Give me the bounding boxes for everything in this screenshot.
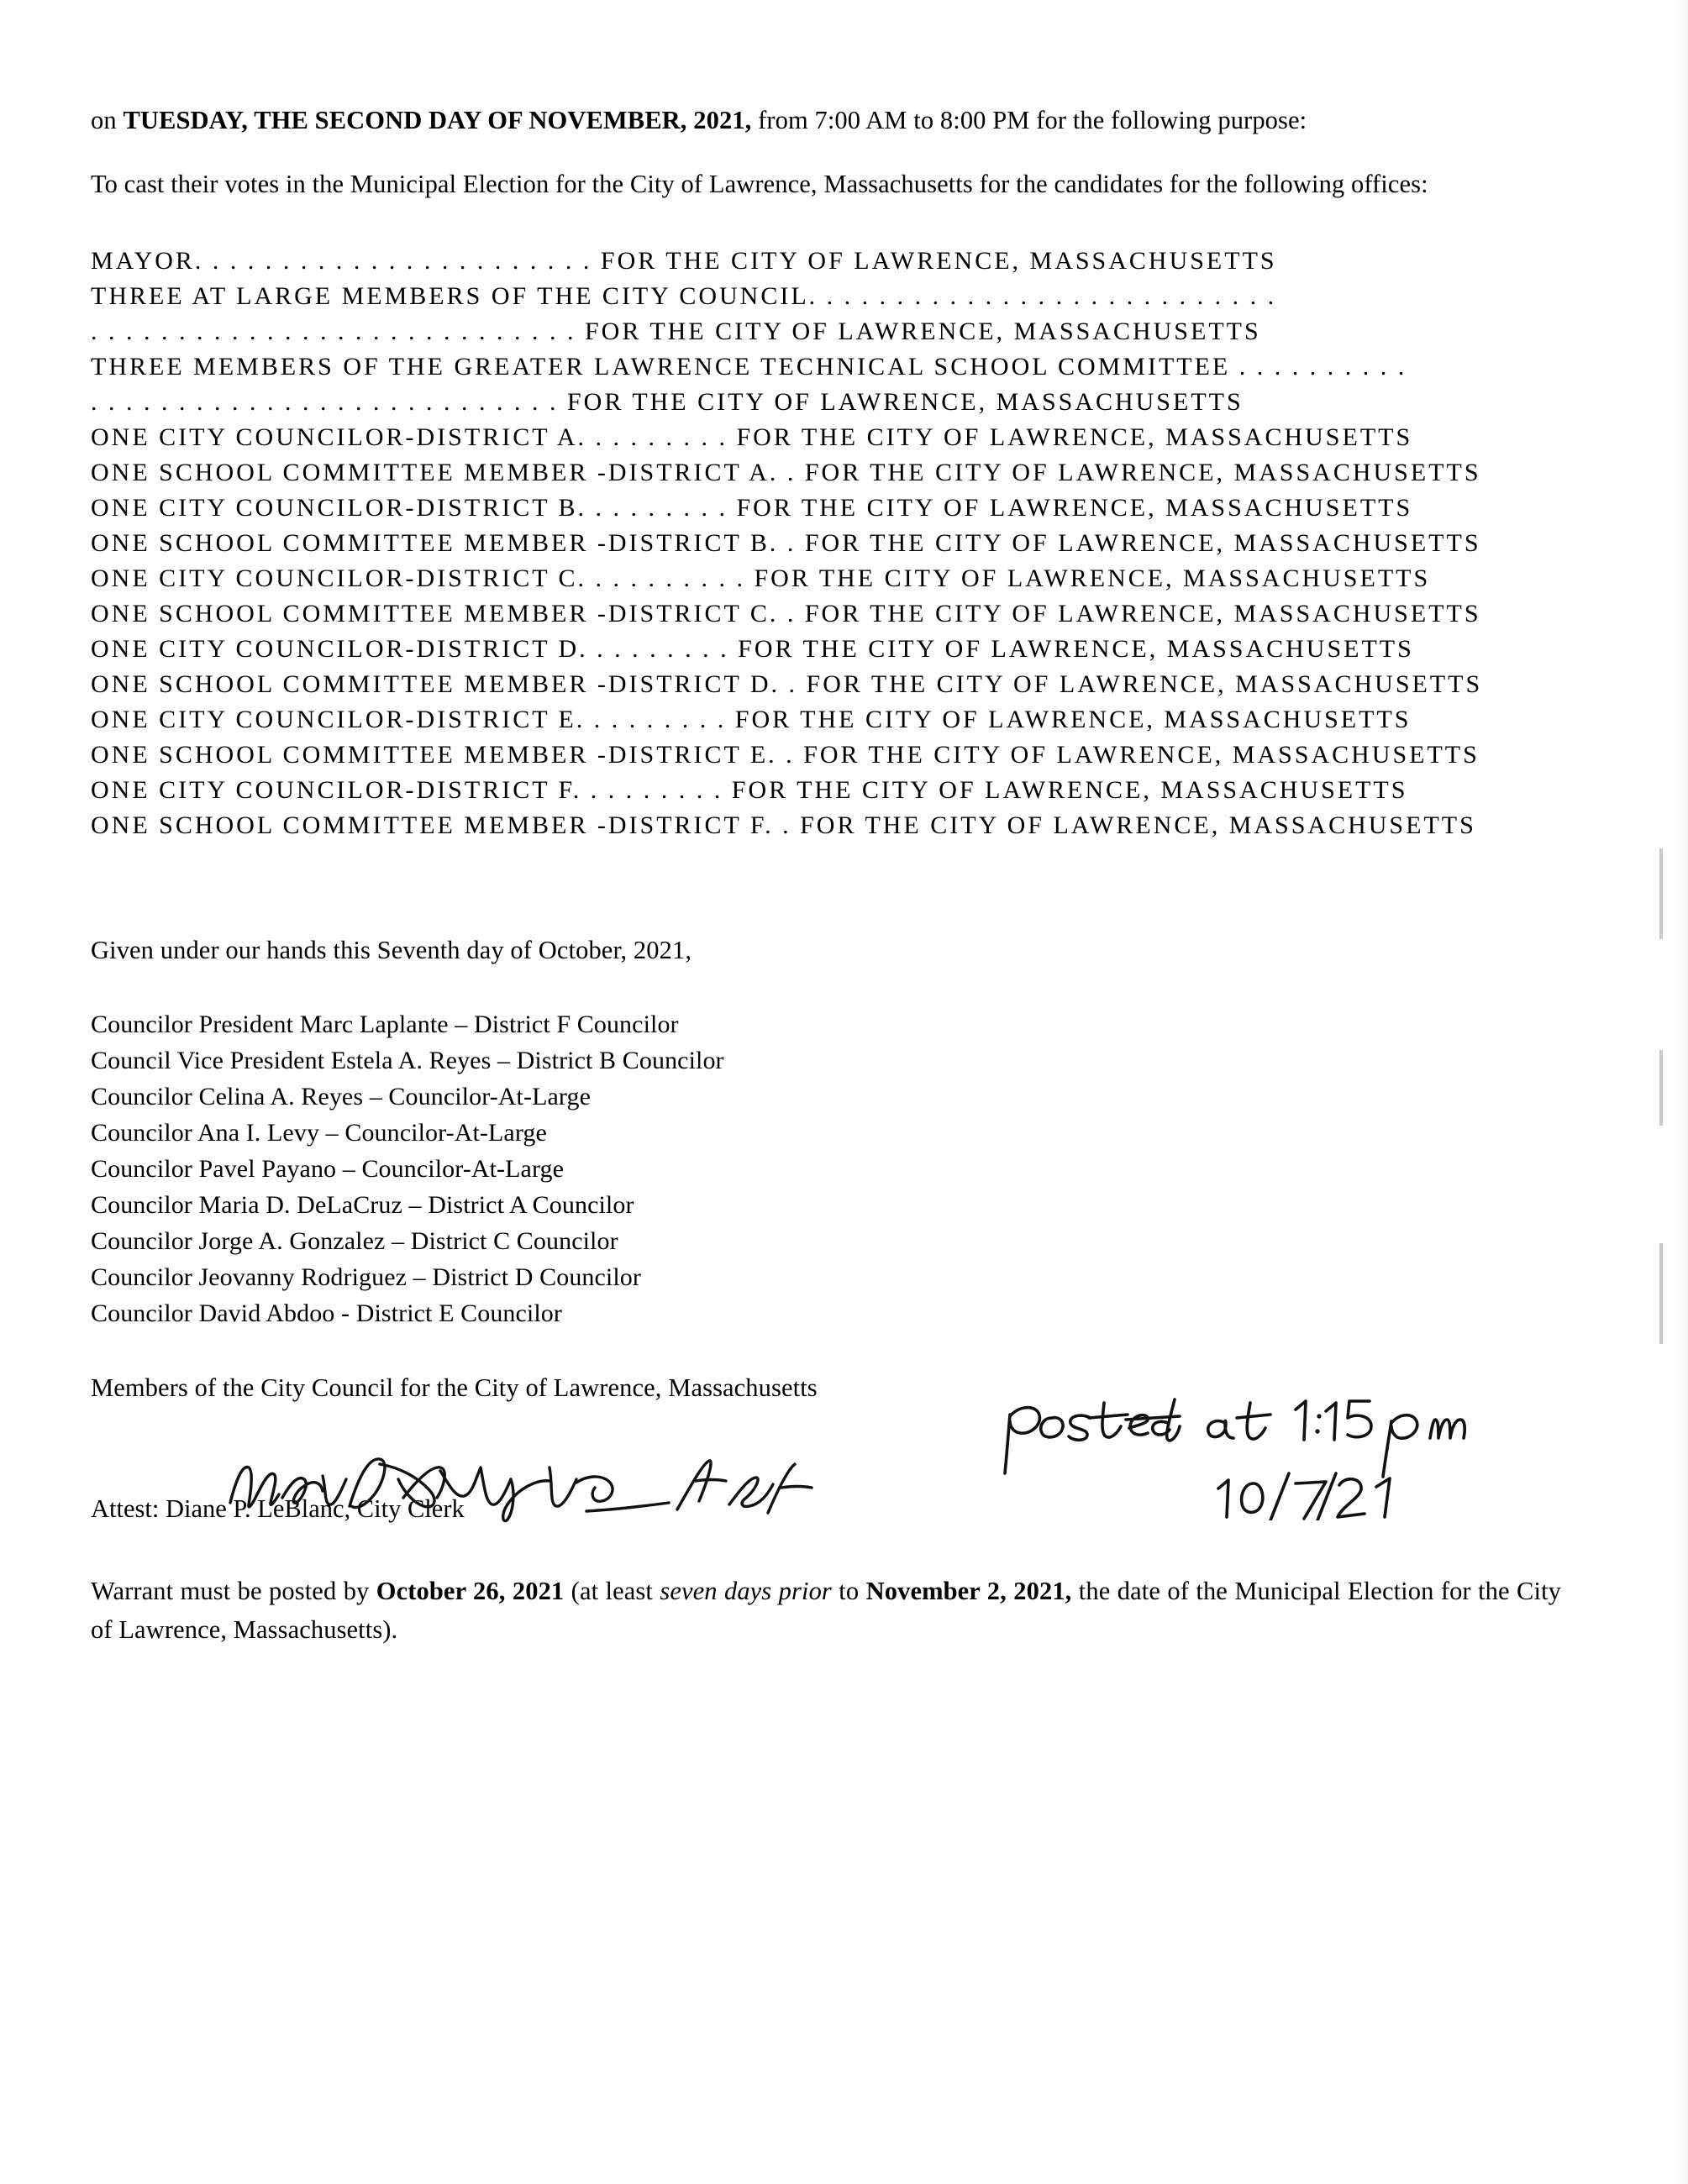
office-line: ONE CITY COUNCILOR-DISTRICT F. . . . . . . . . FOR THE CITY OF LAWRENCE, MASSACHUSETTS (91, 776, 1408, 804)
clerk-signature (223, 1442, 845, 1523)
warrant-posting-paragraph (91, 1572, 1561, 1649)
scan-speck (1659, 1243, 1663, 1344)
office-line: ONE CITY COUNCILOR-DISTRICT A. . . . . . . . . FOR THE CITY OF LAWRENCE, MASSACHUSETTS (91, 423, 1413, 451)
office-line: ONE SCHOOL COMMITTEE MEMBER -DISTRICT A. . FOR THE CITY OF LAWRENCE, MASSACHUSETTS (91, 459, 1481, 486)
signer-line: Councilor Celina A. Reyes – Councilor-At-Large (91, 1083, 591, 1110)
warrant-prefix: Warrant must be posted by (91, 1577, 376, 1605)
signer-line: Councilor Pavel Payano – Councilor-At-Large (91, 1155, 565, 1183)
scan-speck (1659, 848, 1663, 939)
office-line: ONE SCHOOL COMMITTEE MEMBER -DISTRICT E. . FOR THE CITY OF LAWRENCE, MASSACHUSETTS (91, 741, 1480, 769)
signer-line: Councilor Jorge A. Gonzalez – District C Councilor (91, 1227, 618, 1255)
office-line: MAYOR. . . . . . . . . . . . . . . . . . . . . . . FOR THE CITY OF LAWRENCE, MASSACHUSETTS (91, 247, 1277, 275)
attest-line: Attest: Diane P. LeBlanc, City Clerk (91, 1494, 465, 1523)
election-date-bold: TUESDAY, THE SECOND DAY OF NOVEMBER, 2021, (123, 106, 752, 134)
intro-paragraph (91, 101, 1561, 139)
office-line: ONE SCHOOL COMMITTEE MEMBER -DISTRICT D. . FOR THE CITY OF LAWRENCE, MASSACHUSETTS (91, 670, 1483, 698)
office-line: ONE CITY COUNCILOR-DISTRICT B. . . . . . . . . FOR THE CITY OF LAWRENCE, MASSACHUSETTS (91, 494, 1413, 522)
office-line: ONE SCHOOL COMMITTEE MEMBER -DISTRICT B. . FOR THE CITY OF LAWRENCE, MASSACHUSETTS (91, 529, 1481, 557)
office-line: THREE MEMBERS OF THE GREATER LAWRENCE TECHNICAL SCHOOL COMMITTEE . . . . . . . . . . (91, 353, 1407, 381)
warrant-italic-phrase: seven days prior (660, 1577, 832, 1605)
purpose-paragraph: To cast their votes in the Municipal Election for the City of Lawrence, Massachusetts for the candidates for the following offices: (91, 170, 1428, 198)
offices-list (91, 244, 1570, 843)
intro-suffix: from 7:00 AM to 8:00 PM for the following purpose: (751, 106, 1307, 134)
signers-list (91, 1006, 1570, 1331)
scan-speck (1659, 1050, 1663, 1126)
scan-edge-artifact (1676, 0, 1688, 2184)
office-line: THREE AT LARGE MEMBERS OF THE CITY COUNCIL. . . . . . . . . . . . . . . . . . . . . . . . . . . (91, 282, 1277, 310)
warrant-post-by-date: October 26, 2021 (376, 1577, 565, 1605)
office-line: . . . . . . . . . . . . . . . . . . . . . . . . . . . FOR THE CITY OF LAWRENCE, MASSACHUSETTS (91, 388, 1244, 416)
signer-line: Councilor President Marc Laplante – District F Councilor (91, 1011, 679, 1038)
signer-line: Councilor Jeovanny Rodriguez – District D Councilor (91, 1263, 641, 1291)
office-line: ONE SCHOOL COMMITTEE MEMBER -DISTRICT C. . FOR THE CITY OF LAWRENCE, MASSACHUSETTS (91, 600, 1481, 627)
members-of-council-line: Members of the City Council for the City of Lawrence, Massachusetts (91, 1373, 818, 1402)
office-line: . . . . . . . . . . . . . . . . . . . . . . . . . . . . FOR THE CITY OF LAWRENCE, MASSACHUSETTS (91, 318, 1261, 345)
office-line: ONE CITY COUNCILOR-DISTRICT D. . . . . . . . . FOR THE CITY OF LAWRENCE, MASSACHUSETTS (91, 635, 1414, 663)
warrant-mid1: (at least (564, 1577, 660, 1605)
signer-line: Councilor Maria D. DeLaCruz – District A Councilor (91, 1191, 634, 1219)
given-under-hands-line: Given under our hands this Seventh day of October, 2021, (91, 936, 692, 964)
intro-prefix: on (91, 106, 124, 134)
warrant-election-date: November 2, 2021, (865, 1577, 1072, 1605)
signer-line: Councilor David Abdoo - District E Councilor (91, 1299, 562, 1327)
warrant-mid2: to (831, 1577, 866, 1605)
signer-line: Councilor Ana I. Levy – Councilor-At-Large (91, 1119, 547, 1147)
signer-line: Council Vice President Estela A. Reyes – District B Councilor (91, 1047, 724, 1074)
office-line: ONE CITY COUNCILOR-DISTRICT C. . . . . . . . . . FOR THE CITY OF LAWRENCE, MASSACHUSETTS (91, 564, 1431, 592)
office-line: ONE SCHOOL COMMITTEE MEMBER -DISTRICT F. . FOR THE CITY OF LAWRENCE, MASSACHUSETTS (91, 811, 1476, 839)
office-line: ONE CITY COUNCILOR-DISTRICT E. . . . . . . . . FOR THE CITY OF LAWRENCE, MASSACHUSETTS (91, 706, 1412, 733)
warrant-suffix: the date of the Municipal Election for the City of Lawrence, Massachusetts). (91, 1577, 1561, 1644)
handwritten-posted-note (1000, 1386, 1538, 1520)
